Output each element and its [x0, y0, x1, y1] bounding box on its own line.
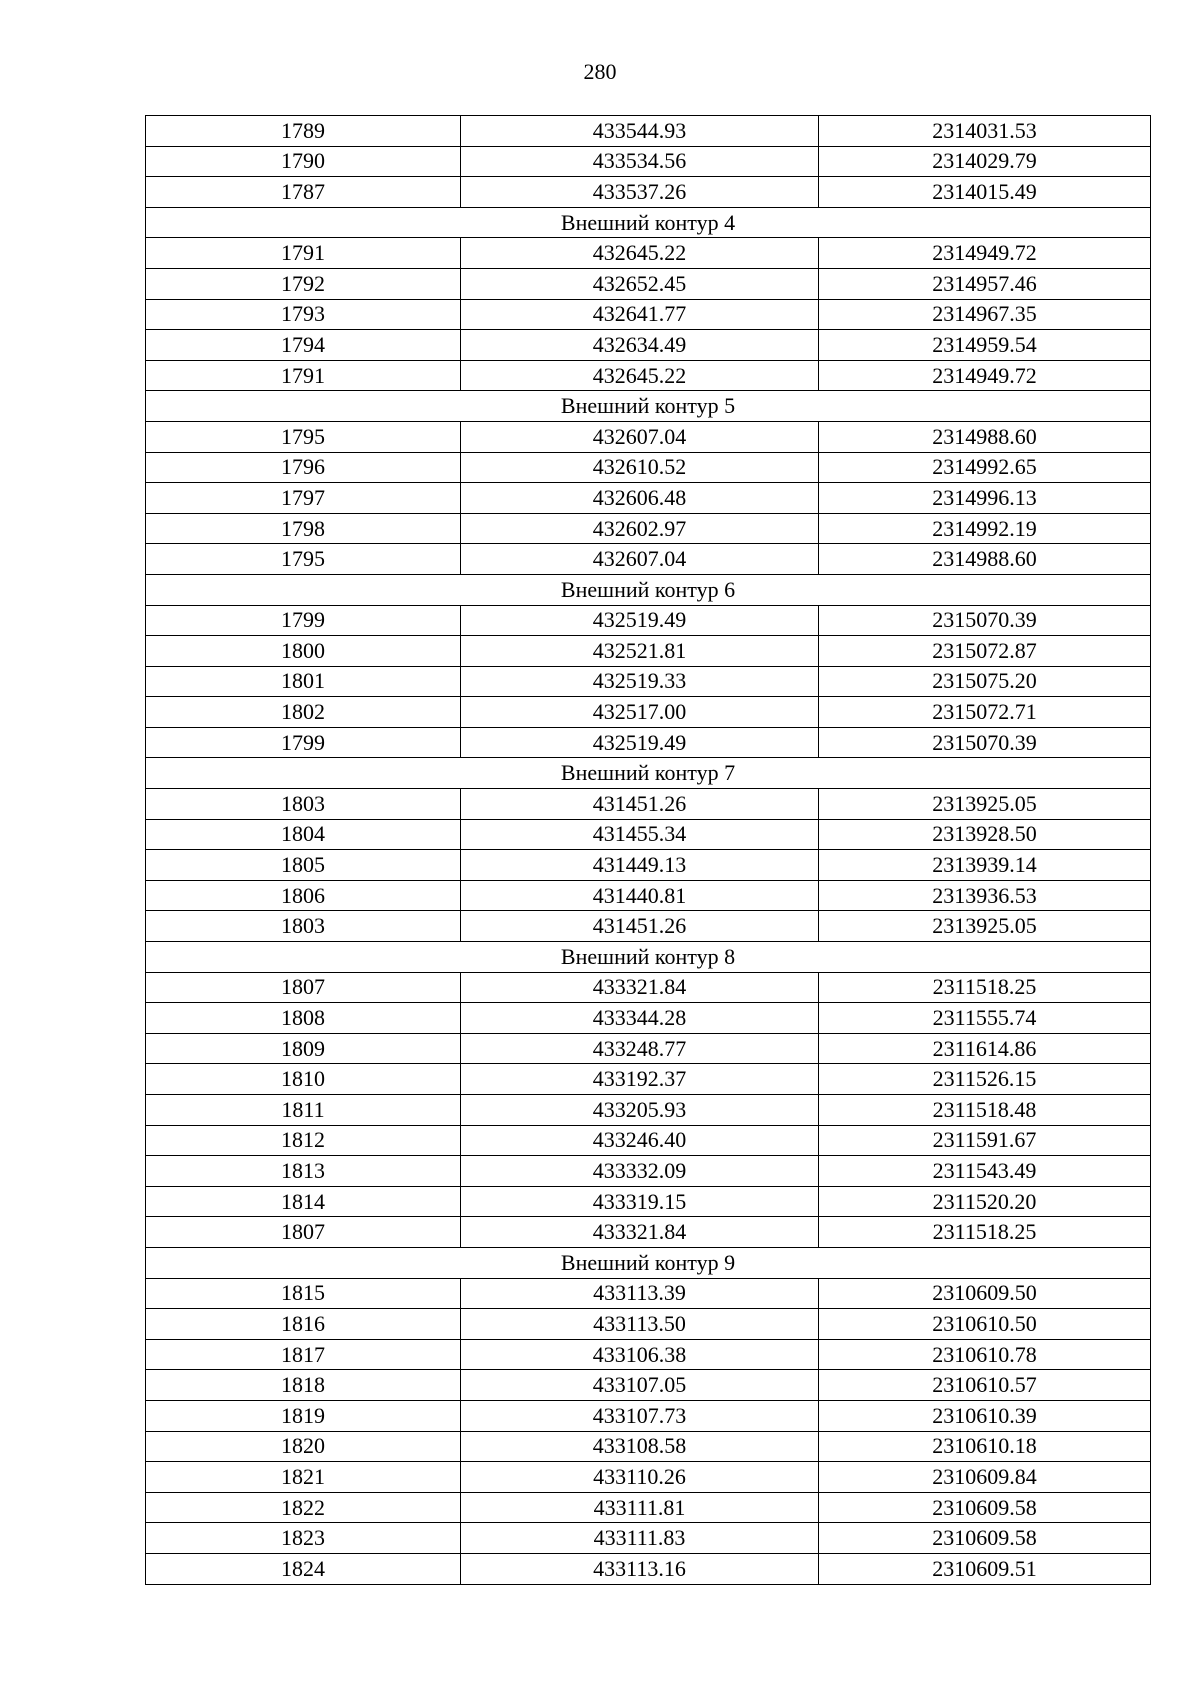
y-coordinate-cell: 2314992.65 — [819, 452, 1151, 483]
point-number-cell: 1791 — [146, 360, 461, 391]
table-row — [146, 697, 1151, 728]
table-row — [146, 727, 1151, 758]
y-coordinate-cell: 2314957.46 — [819, 268, 1151, 299]
point-number-cell: 1797 — [146, 483, 461, 514]
table-row — [146, 299, 1151, 330]
x-coordinate-cell: 431451.26 — [461, 911, 819, 942]
table-row — [146, 789, 1151, 820]
contour-title: Внешний контур 9 — [146, 1247, 1151, 1278]
y-coordinate-cell: 2315072.87 — [819, 636, 1151, 667]
table-row — [146, 666, 1151, 697]
contour-title: Внешний контур 5 — [146, 391, 1151, 422]
point-number-cell: 1795 — [146, 421, 461, 452]
point-number-cell: 1822 — [146, 1492, 461, 1523]
y-coordinate-cell: 2314996.13 — [819, 483, 1151, 514]
y-coordinate-cell: 2314988.60 — [819, 421, 1151, 452]
x-coordinate-cell: 433113.39 — [461, 1278, 819, 1309]
table-row — [146, 1033, 1151, 1064]
y-coordinate-cell: 2310610.78 — [819, 1339, 1151, 1370]
table-row — [146, 421, 1151, 452]
point-number-cell: 1807 — [146, 1217, 461, 1248]
point-number-cell: 1812 — [146, 1125, 461, 1156]
table-row — [146, 819, 1151, 850]
coordinates-table — [145, 115, 1151, 1585]
point-number-cell: 1815 — [146, 1278, 461, 1309]
y-coordinate-cell: 2314988.60 — [819, 544, 1151, 575]
y-coordinate-cell: 2310609.84 — [819, 1462, 1151, 1493]
point-number-cell: 1813 — [146, 1156, 461, 1187]
table-row — [146, 1064, 1151, 1095]
point-number-cell: 1820 — [146, 1431, 461, 1462]
table-row — [146, 605, 1151, 636]
point-number-cell: 1817 — [146, 1339, 461, 1370]
x-coordinate-cell: 432519.49 — [461, 727, 819, 758]
y-coordinate-cell: 2311518.25 — [819, 972, 1151, 1003]
x-coordinate-cell: 433321.84 — [461, 972, 819, 1003]
table-row — [146, 1339, 1151, 1370]
coordinates-table-body — [146, 116, 1151, 1585]
table-row — [146, 1309, 1151, 1340]
table-row — [146, 636, 1151, 667]
x-coordinate-cell: 432519.33 — [461, 666, 819, 697]
x-coordinate-cell: 433107.05 — [461, 1370, 819, 1401]
x-coordinate-cell: 433246.40 — [461, 1125, 819, 1156]
contour-header-row — [146, 758, 1151, 789]
y-coordinate-cell: 2310609.51 — [819, 1553, 1151, 1584]
x-coordinate-cell: 432610.52 — [461, 452, 819, 483]
x-coordinate-cell: 432645.22 — [461, 238, 819, 269]
y-coordinate-cell: 2314949.72 — [819, 360, 1151, 391]
point-number-cell: 1806 — [146, 880, 461, 911]
contour-title: Внешний контур 6 — [146, 574, 1151, 605]
x-coordinate-cell: 432641.77 — [461, 299, 819, 330]
y-coordinate-cell: 2315070.39 — [819, 605, 1151, 636]
y-coordinate-cell: 2314031.53 — [819, 116, 1151, 147]
point-number-cell: 1823 — [146, 1523, 461, 1554]
table-row — [146, 177, 1151, 208]
table-row — [146, 1095, 1151, 1126]
point-number-cell: 1799 — [146, 727, 461, 758]
point-number-cell: 1807 — [146, 972, 461, 1003]
y-coordinate-cell: 2311520.20 — [819, 1186, 1151, 1217]
point-number-cell: 1819 — [146, 1400, 461, 1431]
point-number-cell: 1803 — [146, 911, 461, 942]
point-number-cell: 1821 — [146, 1462, 461, 1493]
table-row — [146, 1553, 1151, 1584]
table-row — [146, 1278, 1151, 1309]
y-coordinate-cell: 2310610.57 — [819, 1370, 1151, 1401]
y-coordinate-cell: 2314992.19 — [819, 513, 1151, 544]
x-coordinate-cell: 433344.28 — [461, 1003, 819, 1034]
point-number-cell: 1803 — [146, 789, 461, 820]
point-number-cell: 1796 — [146, 452, 461, 483]
x-coordinate-cell: 433321.84 — [461, 1217, 819, 1248]
contour-header-row — [146, 391, 1151, 422]
point-number-cell: 1810 — [146, 1064, 461, 1095]
y-coordinate-cell: 2313936.53 — [819, 880, 1151, 911]
x-coordinate-cell: 433113.50 — [461, 1309, 819, 1340]
point-number-cell: 1799 — [146, 605, 461, 636]
x-coordinate-cell: 431440.81 — [461, 880, 819, 911]
table-row — [146, 1523, 1151, 1554]
point-number-cell: 1798 — [146, 513, 461, 544]
y-coordinate-cell: 2311555.74 — [819, 1003, 1151, 1034]
x-coordinate-cell: 433110.26 — [461, 1462, 819, 1493]
contour-header-row — [146, 574, 1151, 605]
point-number-cell: 1809 — [146, 1033, 461, 1064]
x-coordinate-cell: 432521.81 — [461, 636, 819, 667]
y-coordinate-cell: 2311591.67 — [819, 1125, 1151, 1156]
y-coordinate-cell: 2310610.18 — [819, 1431, 1151, 1462]
table-row — [146, 483, 1151, 514]
contour-header-row — [146, 207, 1151, 238]
y-coordinate-cell: 2315072.71 — [819, 697, 1151, 728]
x-coordinate-cell: 432652.45 — [461, 268, 819, 299]
x-coordinate-cell: 431451.26 — [461, 789, 819, 820]
table-row — [146, 116, 1151, 147]
x-coordinate-cell: 431455.34 — [461, 819, 819, 850]
contour-header-row — [146, 1247, 1151, 1278]
x-coordinate-cell: 432607.04 — [461, 544, 819, 575]
table-row — [146, 146, 1151, 177]
y-coordinate-cell: 2315075.20 — [819, 666, 1151, 697]
contour-title: Внешний контур 8 — [146, 942, 1151, 973]
x-coordinate-cell: 431449.13 — [461, 850, 819, 881]
point-number-cell: 1794 — [146, 330, 461, 361]
y-coordinate-cell: 2315070.39 — [819, 727, 1151, 758]
contour-title: Внешний контур 4 — [146, 207, 1151, 238]
point-number-cell: 1800 — [146, 636, 461, 667]
point-number-cell: 1818 — [146, 1370, 461, 1401]
y-coordinate-cell: 2314029.79 — [819, 146, 1151, 177]
y-coordinate-cell: 2310609.50 — [819, 1278, 1151, 1309]
point-number-cell: 1814 — [146, 1186, 461, 1217]
x-coordinate-cell: 432602.97 — [461, 513, 819, 544]
x-coordinate-cell: 433534.56 — [461, 146, 819, 177]
x-coordinate-cell: 432607.04 — [461, 421, 819, 452]
page-number: 280 — [583, 59, 617, 84]
x-coordinate-cell: 432517.00 — [461, 697, 819, 728]
table-row — [146, 1492, 1151, 1523]
x-coordinate-cell: 432634.49 — [461, 330, 819, 361]
point-number-cell: 1789 — [146, 116, 461, 147]
contour-header-row — [146, 942, 1151, 973]
table-row — [146, 360, 1151, 391]
table-row — [146, 1125, 1151, 1156]
x-coordinate-cell: 433111.83 — [461, 1523, 819, 1554]
x-coordinate-cell: 433205.93 — [461, 1095, 819, 1126]
point-number-cell: 1795 — [146, 544, 461, 575]
y-coordinate-cell: 2311543.49 — [819, 1156, 1151, 1187]
x-coordinate-cell: 433537.26 — [461, 177, 819, 208]
x-coordinate-cell: 433113.16 — [461, 1553, 819, 1584]
x-coordinate-cell: 433107.73 — [461, 1400, 819, 1431]
point-number-cell: 1791 — [146, 238, 461, 269]
y-coordinate-cell: 2311614.86 — [819, 1033, 1151, 1064]
table-row — [146, 1431, 1151, 1462]
table-row — [146, 1462, 1151, 1493]
point-number-cell: 1816 — [146, 1309, 461, 1340]
point-number-cell: 1792 — [146, 268, 461, 299]
table-row — [146, 452, 1151, 483]
table-row — [146, 1217, 1151, 1248]
y-coordinate-cell: 2311518.25 — [819, 1217, 1151, 1248]
y-coordinate-cell: 2310609.58 — [819, 1492, 1151, 1523]
y-coordinate-cell: 2313939.14 — [819, 850, 1151, 881]
table-row — [146, 1186, 1151, 1217]
table-row — [146, 880, 1151, 911]
x-coordinate-cell: 433108.58 — [461, 1431, 819, 1462]
contour-title: Внешний контур 7 — [146, 758, 1151, 789]
table-row — [146, 268, 1151, 299]
point-number-cell: 1790 — [146, 146, 461, 177]
x-coordinate-cell: 433332.09 — [461, 1156, 819, 1187]
point-number-cell: 1802 — [146, 697, 461, 728]
y-coordinate-cell: 2313928.50 — [819, 819, 1151, 850]
point-number-cell: 1804 — [146, 819, 461, 850]
x-coordinate-cell: 433544.93 — [461, 116, 819, 147]
table-row — [146, 1400, 1151, 1431]
y-coordinate-cell: 2310610.39 — [819, 1400, 1151, 1431]
table-row — [146, 1003, 1151, 1034]
x-coordinate-cell: 433319.15 — [461, 1186, 819, 1217]
table-row — [146, 850, 1151, 881]
y-coordinate-cell: 2311526.15 — [819, 1064, 1151, 1095]
point-number-cell: 1811 — [146, 1095, 461, 1126]
y-coordinate-cell: 2310610.50 — [819, 1309, 1151, 1340]
table-row — [146, 911, 1151, 942]
y-coordinate-cell: 2314015.49 — [819, 177, 1151, 208]
y-coordinate-cell: 2313925.05 — [819, 789, 1151, 820]
point-number-cell: 1801 — [146, 666, 461, 697]
x-coordinate-cell: 433192.37 — [461, 1064, 819, 1095]
x-coordinate-cell: 433106.38 — [461, 1339, 819, 1370]
table-row — [146, 513, 1151, 544]
table-row — [146, 1370, 1151, 1401]
table-row — [146, 238, 1151, 269]
point-number-cell: 1808 — [146, 1003, 461, 1034]
x-coordinate-cell: 432645.22 — [461, 360, 819, 391]
y-coordinate-cell: 2313925.05 — [819, 911, 1151, 942]
y-coordinate-cell: 2310609.58 — [819, 1523, 1151, 1554]
table-row — [146, 544, 1151, 575]
x-coordinate-cell: 432606.48 — [461, 483, 819, 514]
y-coordinate-cell: 2311518.48 — [819, 1095, 1151, 1126]
x-coordinate-cell: 433248.77 — [461, 1033, 819, 1064]
point-number-cell: 1824 — [146, 1553, 461, 1584]
y-coordinate-cell: 2314967.35 — [819, 299, 1151, 330]
x-coordinate-cell: 433111.81 — [461, 1492, 819, 1523]
point-number-cell: 1793 — [146, 299, 461, 330]
table-row — [146, 972, 1151, 1003]
x-coordinate-cell: 432519.49 — [461, 605, 819, 636]
y-coordinate-cell: 2314949.72 — [819, 238, 1151, 269]
point-number-cell: 1805 — [146, 850, 461, 881]
table-row — [146, 1156, 1151, 1187]
table-row — [146, 330, 1151, 361]
y-coordinate-cell: 2314959.54 — [819, 330, 1151, 361]
point-number-cell: 1787 — [146, 177, 461, 208]
